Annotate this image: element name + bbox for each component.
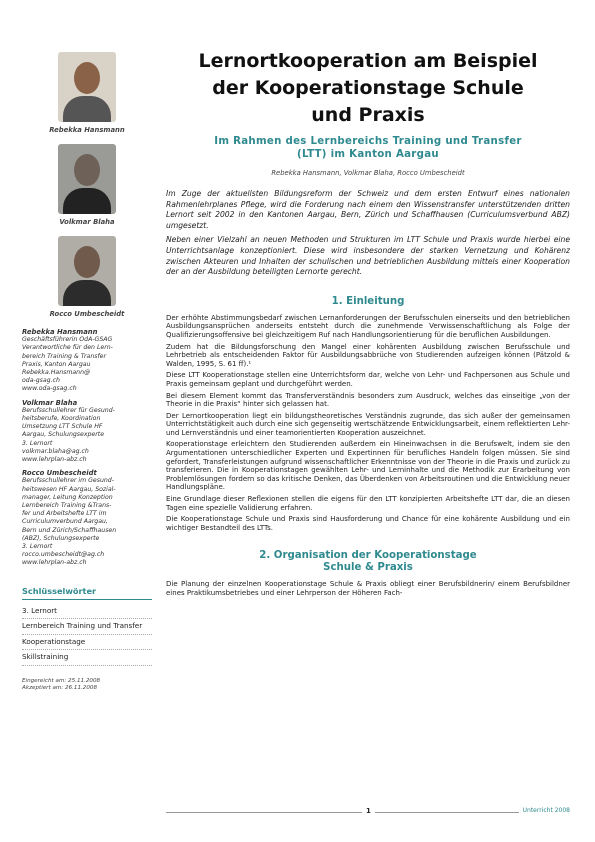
abstract	[166, 189, 570, 278]
bio-line: Geschäftsführerin OdA-GSAG	[22, 336, 113, 344]
website-link[interactable]: www.lehrplan-abz.ch	[22, 456, 87, 464]
abstract-paragraph: Im Zuge der aktuellsten Bildungsreform der Schweiz und dem ersten Entwurf eines nationalen Rahmenlehrplanes Pflege, wird die Forderung nach einem den Wissenstransfer unterstützenden dritten Lernort seit 2002 in den Kantonen Aargau, Bern, Zürich und Schaffhausen (Curriculumsverbund ABZ) umgesetzt.	[166, 189, 570, 230]
bio-line: heitsberufe, Koordination	[22, 415, 101, 423]
keyword-item: 3. Lernort	[22, 604, 152, 620]
email-link[interactable]: volkmar.blaha@ag.ch	[22, 447, 89, 455]
body-paragraph: Bei diesem Element kommt das Transferverständnis besonders zum Ausdruck, welches das einseitige „von der Theorie in die Praxis“ hinter sich gelassen hat.	[166, 391, 570, 409]
abstract-paragraph: Neben einer Vielzahl an neuen Methoden und Strukturen im LTT Schule und Praxis wurde hierbei eine Unterrichtsanlage konzeptioniert. Diese wird insbesondere der starken Vernetzung und Kohärenz zwischen Akteuren und Inhalten der schulischen und betrieblichen Ausbildung mittels einer Kooperation der an der Ausbildung beteiligten Lernorte gerecht.	[166, 235, 570, 277]
author-photo	[58, 52, 116, 122]
article-title	[166, 48, 570, 129]
photo-caption: Rocco Umbescheidt	[49, 310, 125, 318]
website-link[interactable]: www.lehrplan-abz.ch	[22, 559, 87, 567]
website-link[interactable]: www.oda-gsag.ch	[22, 385, 77, 393]
keyword-item: Skillstraining	[22, 650, 152, 666]
body-paragraph: Die Planung der einzelnen Kooperationstage Schule & Praxis obliegt einer Berufsbildnerin/ einem Berufsbildner eines Praktikumsbetriebes und einer Lehrperson der Höheren Fach-	[166, 580, 570, 597]
bio-line: Umsetzung LTT Schule HF	[22, 423, 103, 431]
body-paragraph: Kooperationstage erleichtern den Studierenden außerdem ein Hineinwachsen in die Berufswelt, indem sie den Argumentationen unterschiedlicher Experten und Expertinnen für berufliches Handeln folgen müssen. Sie sind gefordert, Transferleistungen aufgrund wissenschaftlicher Erkenntnisse von der Theorie in die Praxis und zurück zu transferieren. Die in Kooperationstagen gewählten Lehr- und Lerninhalte und die Methodik zur Erarbeitung von Problemlösungen fordern so das kritische Denken, das Überdenken von Arbeitsroutinen und die Entwicklung neuer Handlungspläne.	[166, 440, 570, 492]
photo-caption: Rebekka Hansmann	[49, 126, 125, 134]
body-paragraph: Der erhöhte Abstimmungsbedarf zwischen Lernanforderungen der Berufsschulen einerseits und den betrieblichen Ausbildungsansprüchen anderseits entsteht durch die zunehmende Verwissenschaftlichung als Folge der Qualifizierungsoffensive bei gleichzeitigem Ruf nach Handlungsorientierung für die beruflichen Ausbildungen.	[166, 313, 570, 339]
bio-line: fer und Arbeitshefte LTT im	[22, 510, 107, 518]
section-heading: 1. Einleitung	[331, 295, 405, 307]
page-number: 1	[362, 807, 375, 815]
photo-caption: Volkmar Blaha	[59, 218, 115, 226]
body-paragraph: Eine Grundlage dieser Reflexionen stellen die eigens für den LTT konzipierten Arbeitshefte LTT dar, die an diesen Tagen eine spezielle Validierung erfahren.	[166, 495, 570, 512]
section-body	[166, 580, 570, 597]
article-subtitle	[166, 135, 570, 161]
bio-line: Aargau, Schulungsexperte	[22, 431, 105, 439]
bio-name: Volkmar Blaha	[22, 398, 78, 407]
section-heading	[166, 550, 570, 574]
article-main	[166, 48, 570, 601]
author-photo	[58, 144, 116, 214]
bio-line: Bern und Zürich/Schaffhausen	[22, 526, 117, 534]
page-footer	[166, 807, 570, 825]
bio-line: Praxis, Kanton Aargau	[22, 360, 91, 368]
section-heading-line: 2. Organisation der Kooperationstage	[259, 550, 477, 562]
keyword-item: Lernbereich Training und Transfer	[22, 619, 152, 635]
body-paragraph: Zudem hat die Bildungsforschung den Mangel einer kohärenten Ausbildung zwischen Berufsschule und Lehrbetrieb als entscheidenden Faktor für Ausbildungsabbrüche von Studierenden aufzeigen können (Pätzold & Walden, 1995, S. 61 ff).¹	[166, 342, 570, 368]
keywords-box	[22, 586, 152, 666]
bio-line: Berufsschullehrer für Gesund-	[22, 406, 115, 414]
bio-line: Curriculumverbund Aargau,	[22, 518, 108, 526]
body-paragraph: Der Lernortkooperation liegt ein bildungstheoretisches Verständnis zugrunde, das sich außer der gemeinsamen Unterrichtstätigkeit auch durch eine sich gegenseitig wertschätzende Entwicklungsarbeit, einem reflektierten Lehr- und Lernverständnis und einer teamorientierten Kooperation auszeichnet.	[166, 411, 570, 437]
title-line: und Praxis	[311, 104, 425, 126]
title-line: Lernortkooperation am Beispiel	[198, 50, 538, 72]
bio-line: manager, Leitung Konzeption	[22, 493, 113, 501]
email-link[interactable]: oda-gsag.ch	[22, 377, 60, 385]
author-line: Rebekka Hansmann, Volkmar Blaha, Rocco Umbescheidt	[271, 169, 465, 177]
subtitle-line: (LTT) im Kanton Aargau	[297, 149, 439, 160]
email-link[interactable]: Rebekka.Hansmann@	[22, 369, 91, 377]
section-body	[166, 314, 570, 533]
bio-line: (ABZ), Schulungsexperte	[22, 534, 100, 542]
body-paragraph: Die Kooperationstage Schule und Praxis sind Hausforderung und Chance für eine kohärente Ausbildung und ein wichtiger Bestandteil des LTTs.	[166, 515, 570, 532]
keywords-heading: Schlüsselwörter	[22, 586, 152, 600]
author-bio	[22, 399, 152, 465]
email-link[interactable]: rocco.umbescheidt@ag.ch	[22, 551, 105, 559]
bio-name: Rebekka Hansmann	[22, 328, 98, 336]
body-paragraph: Diese LTT Kooperationstage stellen eine Unterrichtsform dar, welche von Lehr- und Fachpersonen aus Schule und Praxis gemeinsam geplant und durchgeführt werden.	[166, 371, 570, 388]
title-line: der Kooperationstage Schule	[212, 77, 524, 99]
bio-line: heitswesen HF Aargau, Sozial-	[22, 485, 116, 493]
author-bio	[22, 328, 152, 394]
issue-label: Unterricht 2008	[519, 807, 570, 814]
author-bio	[22, 469, 152, 567]
subtitle-line: Im Rahmen des Lernbereichs Training und Transfer	[214, 136, 522, 147]
bio-line: bereich Training & Transfer	[22, 352, 107, 360]
bio-line: Lernbereich Training &Trans-	[22, 502, 112, 510]
bio-line: Verantwortliche für den Lern-	[22, 344, 113, 352]
keyword-item: Kooperationstage	[22, 635, 152, 651]
bio-line: 3. Lernort	[22, 543, 53, 551]
author-sidebar	[22, 52, 152, 692]
date-submitted: Eingereicht am: 25.11.2008	[22, 677, 101, 684]
date-accepted: Akzeptiert am: 26.11.2008	[22, 684, 98, 691]
bio-line: Berufsschullehrer im Gesund-	[22, 477, 114, 485]
author-photo	[58, 236, 116, 306]
submission-dates	[22, 678, 152, 692]
section-heading-line: Schule & Praxis	[323, 562, 413, 574]
bio-name: Rocco Umbescheidt	[22, 469, 97, 478]
bio-line: 3. Lernort	[22, 439, 53, 447]
